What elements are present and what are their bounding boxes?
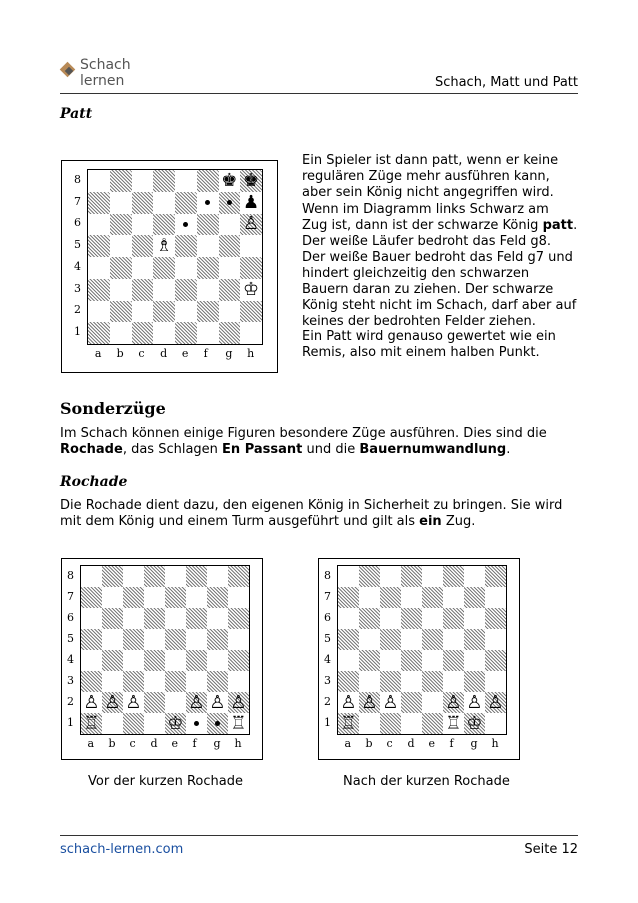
square-e2 <box>165 692 186 713</box>
white-pawn-icon: ♙ <box>466 691 483 713</box>
move-dot-icon <box>183 222 188 227</box>
rank-label: 1 <box>74 325 81 339</box>
square-h8 <box>240 170 262 192</box>
square-b8 <box>359 566 380 587</box>
footer-website-link[interactable]: schach-lernen.com <box>60 842 184 857</box>
square-e2 <box>422 692 443 713</box>
square-b4 <box>110 257 132 279</box>
square-g3 <box>207 671 228 692</box>
file-label: a <box>344 737 352 750</box>
square-c3 <box>380 671 401 692</box>
square-e7 <box>175 192 197 214</box>
file-label: f <box>192 737 197 750</box>
square-f8 <box>443 566 464 587</box>
square-c4 <box>123 650 144 671</box>
square-g7 <box>207 587 228 608</box>
rank-label: 4 <box>74 259 81 273</box>
rank-label: 7 <box>67 589 74 603</box>
square-b2 <box>102 692 123 713</box>
square-e7 <box>165 587 186 608</box>
square-b8 <box>102 566 123 587</box>
rank-label: 3 <box>67 673 74 687</box>
file-label: c <box>138 347 145 360</box>
square-h4 <box>485 650 506 671</box>
black-king-icon: ♚ <box>221 169 238 191</box>
chessboard-patt <box>61 160 278 373</box>
white-pawn-icon: ♙ <box>340 691 357 713</box>
white-rook-icon: ♖ <box>340 712 357 734</box>
move-dot-icon <box>227 200 232 205</box>
square-h2 <box>485 692 506 713</box>
square-e8 <box>175 170 197 192</box>
square-e1 <box>165 713 186 734</box>
rank-label: 6 <box>324 610 331 624</box>
board-grid <box>87 169 263 345</box>
square-c1 <box>132 322 154 344</box>
square-f8 <box>186 566 207 587</box>
square-b3 <box>359 671 380 692</box>
square-h1 <box>228 713 249 734</box>
square-e4 <box>165 650 186 671</box>
square-c3 <box>132 279 154 301</box>
square-c8 <box>380 566 401 587</box>
square-c1 <box>380 713 401 734</box>
sonderzuege-paragraph: Im Schach können einige Figuren besondere Züge ausführen. Dies sind die Rochade, das Schlagen En Passant und die Bauernumwandlung. <box>60 426 547 457</box>
square-h3 <box>228 671 249 692</box>
square-e5 <box>165 629 186 650</box>
square-d3 <box>401 671 422 692</box>
rank-label: 6 <box>74 216 81 230</box>
square-f1 <box>197 322 219 344</box>
square-b7 <box>102 587 123 608</box>
black-king-icon: ♚ <box>243 169 260 191</box>
square-e4 <box>175 257 197 279</box>
board-grid <box>80 565 250 735</box>
rank-label: 4 <box>324 652 331 666</box>
square-h1 <box>240 322 262 344</box>
square-e6 <box>422 608 443 629</box>
square-g1 <box>207 713 228 734</box>
square-c6 <box>132 214 154 236</box>
white-king-icon: ♔ <box>167 712 184 734</box>
square-g5 <box>219 235 241 257</box>
square-d1 <box>153 322 175 344</box>
square-c8 <box>123 566 144 587</box>
square-a2 <box>81 692 102 713</box>
square-c5 <box>380 629 401 650</box>
square-d1 <box>144 713 165 734</box>
square-a6 <box>81 608 102 629</box>
square-d4 <box>144 650 165 671</box>
square-f5 <box>443 629 464 650</box>
square-g4 <box>207 650 228 671</box>
square-b3 <box>102 671 123 692</box>
white-pawn-icon: ♙ <box>104 691 121 713</box>
square-c7 <box>132 192 154 214</box>
square-d5 <box>153 235 175 257</box>
square-d6 <box>144 608 165 629</box>
white-rook-icon: ♖ <box>83 712 100 734</box>
square-h4 <box>240 257 262 279</box>
file-label: e <box>171 737 179 750</box>
square-d2 <box>144 692 165 713</box>
rank-label: 3 <box>74 281 81 295</box>
square-a8 <box>88 170 110 192</box>
square-g2 <box>219 301 241 323</box>
square-b4 <box>359 650 380 671</box>
square-a6 <box>338 608 359 629</box>
square-b5 <box>110 235 132 257</box>
square-a2 <box>338 692 359 713</box>
square-b7 <box>110 192 132 214</box>
square-f6 <box>186 608 207 629</box>
square-f1 <box>186 713 207 734</box>
square-a4 <box>81 650 102 671</box>
square-b5 <box>359 629 380 650</box>
black-pawn-icon: ♟ <box>243 191 260 213</box>
footer-divider <box>60 835 578 836</box>
rank-label: 4 <box>67 652 74 666</box>
square-e4 <box>422 650 443 671</box>
rank-label: 8 <box>67 568 74 582</box>
square-g8 <box>464 566 485 587</box>
file-label: c <box>129 737 136 750</box>
square-g2 <box>464 692 485 713</box>
square-h6 <box>240 214 262 236</box>
square-f5 <box>186 629 207 650</box>
square-f4 <box>443 650 464 671</box>
square-d7 <box>144 587 165 608</box>
square-a1 <box>81 713 102 734</box>
white-bishop-icon: ♗ <box>156 235 173 257</box>
square-g6 <box>219 214 241 236</box>
square-a4 <box>88 257 110 279</box>
square-f6 <box>197 214 219 236</box>
file-label: h <box>234 737 242 750</box>
square-h7 <box>228 587 249 608</box>
square-d3 <box>144 671 165 692</box>
square-a5 <box>88 235 110 257</box>
square-h8 <box>228 566 249 587</box>
square-c4 <box>132 257 154 279</box>
square-e2 <box>175 301 197 323</box>
square-d1 <box>401 713 422 734</box>
square-c5 <box>123 629 144 650</box>
white-pawn-icon: ♙ <box>361 691 378 713</box>
section-heading-patt: Patt <box>60 106 93 122</box>
square-f2 <box>197 301 219 323</box>
file-label: e <box>428 737 436 750</box>
square-h3 <box>485 671 506 692</box>
square-h2 <box>228 692 249 713</box>
file-label: b <box>365 737 373 750</box>
square-g1 <box>464 713 485 734</box>
logo-text-line2: lernen <box>80 73 125 89</box>
file-label: g <box>213 737 221 750</box>
square-d8 <box>401 566 422 587</box>
square-a1 <box>338 713 359 734</box>
page-header-title: Schach, Matt und Patt <box>434 75 578 90</box>
square-f4 <box>186 650 207 671</box>
square-g7 <box>219 192 241 214</box>
square-d4 <box>401 650 422 671</box>
board-grid <box>337 565 507 735</box>
square-c2 <box>132 301 154 323</box>
square-c2 <box>380 692 401 713</box>
file-label: g <box>470 737 478 750</box>
square-b6 <box>102 608 123 629</box>
chessboard-after-castling <box>318 558 520 760</box>
white-pawn-icon: ♙ <box>487 691 504 713</box>
square-h7 <box>485 587 506 608</box>
square-g3 <box>464 671 485 692</box>
rank-label: 1 <box>67 715 74 729</box>
square-d8 <box>153 170 175 192</box>
square-d6 <box>401 608 422 629</box>
section-heading-rochade: Rochade <box>60 474 128 490</box>
square-a4 <box>338 650 359 671</box>
square-a8 <box>81 566 102 587</box>
square-a5 <box>81 629 102 650</box>
square-f3 <box>186 671 207 692</box>
square-b6 <box>359 608 380 629</box>
square-g5 <box>464 629 485 650</box>
section-heading-sonderzuege: Sonderzüge <box>60 399 166 418</box>
chessboard-before-castling <box>61 558 263 760</box>
square-b2 <box>110 301 132 323</box>
square-g6 <box>464 608 485 629</box>
square-c3 <box>123 671 144 692</box>
caption-after-castling: Nach der kurzen Rochade <box>343 774 510 789</box>
square-d2 <box>401 692 422 713</box>
square-e7 <box>422 587 443 608</box>
square-f2 <box>186 692 207 713</box>
rank-label: 1 <box>324 715 331 729</box>
file-label: b <box>108 737 116 750</box>
square-e8 <box>165 566 186 587</box>
square-c5 <box>132 235 154 257</box>
square-h6 <box>228 608 249 629</box>
white-pawn-icon: ♙ <box>445 691 462 713</box>
rank-label: 3 <box>324 673 331 687</box>
square-c7 <box>123 587 144 608</box>
file-label: a <box>94 347 102 360</box>
square-f3 <box>197 279 219 301</box>
square-d5 <box>144 629 165 650</box>
square-a5 <box>338 629 359 650</box>
rank-label: 7 <box>74 194 81 208</box>
square-h1 <box>485 713 506 734</box>
square-g2 <box>207 692 228 713</box>
square-b3 <box>110 279 132 301</box>
square-b4 <box>102 650 123 671</box>
square-a3 <box>81 671 102 692</box>
patt-paragraph-1: Ein Spieler ist dann patt, wenn er keine regulären Züge mehr ausführen kann, aber sein König nicht angegriffen wird. <box>302 153 559 200</box>
square-h3 <box>240 279 262 301</box>
square-f8 <box>197 170 219 192</box>
square-g3 <box>219 279 241 301</box>
file-label: g <box>225 347 233 360</box>
square-h5 <box>228 629 249 650</box>
file-label: d <box>160 347 168 360</box>
square-g5 <box>207 629 228 650</box>
square-h4 <box>228 650 249 671</box>
header-divider <box>60 93 578 94</box>
square-a8 <box>338 566 359 587</box>
square-b1 <box>102 713 123 734</box>
square-e5 <box>422 629 443 650</box>
square-e8 <box>422 566 443 587</box>
rank-label: 5 <box>324 631 331 645</box>
square-e3 <box>165 671 186 692</box>
square-d5 <box>401 629 422 650</box>
square-f7 <box>197 192 219 214</box>
square-h6 <box>485 608 506 629</box>
file-label: c <box>386 737 393 750</box>
square-h2 <box>240 301 262 323</box>
square-a7 <box>81 587 102 608</box>
square-g6 <box>207 608 228 629</box>
white-pawn-icon: ♙ <box>230 691 247 713</box>
square-b8 <box>110 170 132 192</box>
square-a6 <box>88 214 110 236</box>
rank-label: 5 <box>67 631 74 645</box>
square-d2 <box>153 301 175 323</box>
square-e5 <box>175 235 197 257</box>
move-dot-icon <box>194 721 199 726</box>
square-c4 <box>380 650 401 671</box>
square-b7 <box>359 587 380 608</box>
square-a2 <box>88 301 110 323</box>
square-e1 <box>422 713 443 734</box>
square-d8 <box>144 566 165 587</box>
rank-label: 7 <box>324 589 331 603</box>
file-label: h <box>491 737 499 750</box>
square-h5 <box>240 235 262 257</box>
square-c6 <box>380 608 401 629</box>
footer-page-number: Seite 12 <box>524 842 578 857</box>
square-g4 <box>219 257 241 279</box>
file-label: a <box>87 737 95 750</box>
square-f5 <box>197 235 219 257</box>
square-a1 <box>88 322 110 344</box>
square-b6 <box>110 214 132 236</box>
square-a3 <box>88 279 110 301</box>
white-pawn-icon: ♙ <box>83 691 100 713</box>
file-label: e <box>181 347 189 360</box>
rank-label: 2 <box>324 694 331 708</box>
square-e3 <box>422 671 443 692</box>
square-e6 <box>165 608 186 629</box>
file-label: f <box>449 737 454 750</box>
file-label: f <box>203 347 208 360</box>
square-f7 <box>186 587 207 608</box>
square-f7 <box>443 587 464 608</box>
caption-before-castling: Vor der kurzen Rochade <box>88 774 243 789</box>
square-c1 <box>123 713 144 734</box>
square-e3 <box>175 279 197 301</box>
square-e6 <box>175 214 197 236</box>
square-h8 <box>485 566 506 587</box>
square-d4 <box>153 257 175 279</box>
white-pawn-icon: ♙ <box>188 691 205 713</box>
white-pawn-icon: ♙ <box>209 691 226 713</box>
square-f3 <box>443 671 464 692</box>
square-c8 <box>132 170 154 192</box>
white-rook-icon: ♖ <box>445 712 462 734</box>
square-d7 <box>401 587 422 608</box>
square-c7 <box>380 587 401 608</box>
white-pawn-icon: ♙ <box>382 691 399 713</box>
square-g8 <box>219 170 241 192</box>
file-label: b <box>116 347 124 360</box>
white-pawn-icon: ♙ <box>125 691 142 713</box>
white-pawn-icon: ♙ <box>243 213 260 235</box>
file-label: d <box>150 737 158 750</box>
rank-label: 2 <box>74 303 81 317</box>
square-f4 <box>197 257 219 279</box>
rank-label: 5 <box>74 238 81 252</box>
square-d6 <box>153 214 175 236</box>
move-dot-icon <box>205 200 210 205</box>
square-g7 <box>464 587 485 608</box>
square-h7 <box>240 192 262 214</box>
patt-paragraph-3: Ein Patt wird genauso gewertet wie ein Remis, also mit einem halben Punkt. <box>302 329 556 360</box>
square-f1 <box>443 713 464 734</box>
rank-label: 8 <box>74 172 81 186</box>
square-h5 <box>485 629 506 650</box>
rank-label: 8 <box>324 568 331 582</box>
square-a7 <box>338 587 359 608</box>
file-label: d <box>407 737 415 750</box>
rochade-paragraph: Die Rochade dient dazu, den eigenen König in Sicherheit zu bringen. Sie wird mit dem König und einem Turm ausgeführt und gilt als ein Zug. <box>60 498 563 529</box>
square-f2 <box>443 692 464 713</box>
square-g1 <box>219 322 241 344</box>
square-f6 <box>443 608 464 629</box>
square-c6 <box>123 608 144 629</box>
square-b2 <box>359 692 380 713</box>
square-g8 <box>207 566 228 587</box>
patt-paragraph-2: Wenn im Diagramm links Schwarz am Zug ist, dann ist der schwarze König patt. Der weiße Läufer bedroht das Feld g8. Der weiße Bauer bedroht das Feld g7 und hindert gleichzeitig den schwarzen Bauern daran zu ziehen. Der schwarze König steht nicht im Schach, darf aber auf keines der bedrohten Felder ziehen. <box>302 202 578 329</box>
square-b1 <box>359 713 380 734</box>
logo-text-line1: Schach <box>80 57 131 73</box>
rank-label: 6 <box>67 610 74 624</box>
square-b5 <box>102 629 123 650</box>
white-king-icon: ♔ <box>243 278 260 300</box>
square-d3 <box>153 279 175 301</box>
square-c2 <box>123 692 144 713</box>
square-b1 <box>110 322 132 344</box>
move-dot-icon <box>215 721 220 726</box>
square-e1 <box>175 322 197 344</box>
white-rook-icon: ♖ <box>230 712 247 734</box>
square-g4 <box>464 650 485 671</box>
rank-label: 2 <box>67 694 74 708</box>
square-d7 <box>153 192 175 214</box>
square-a7 <box>88 192 110 214</box>
white-king-icon: ♔ <box>466 712 483 734</box>
square-a3 <box>338 671 359 692</box>
file-label: h <box>247 347 255 360</box>
